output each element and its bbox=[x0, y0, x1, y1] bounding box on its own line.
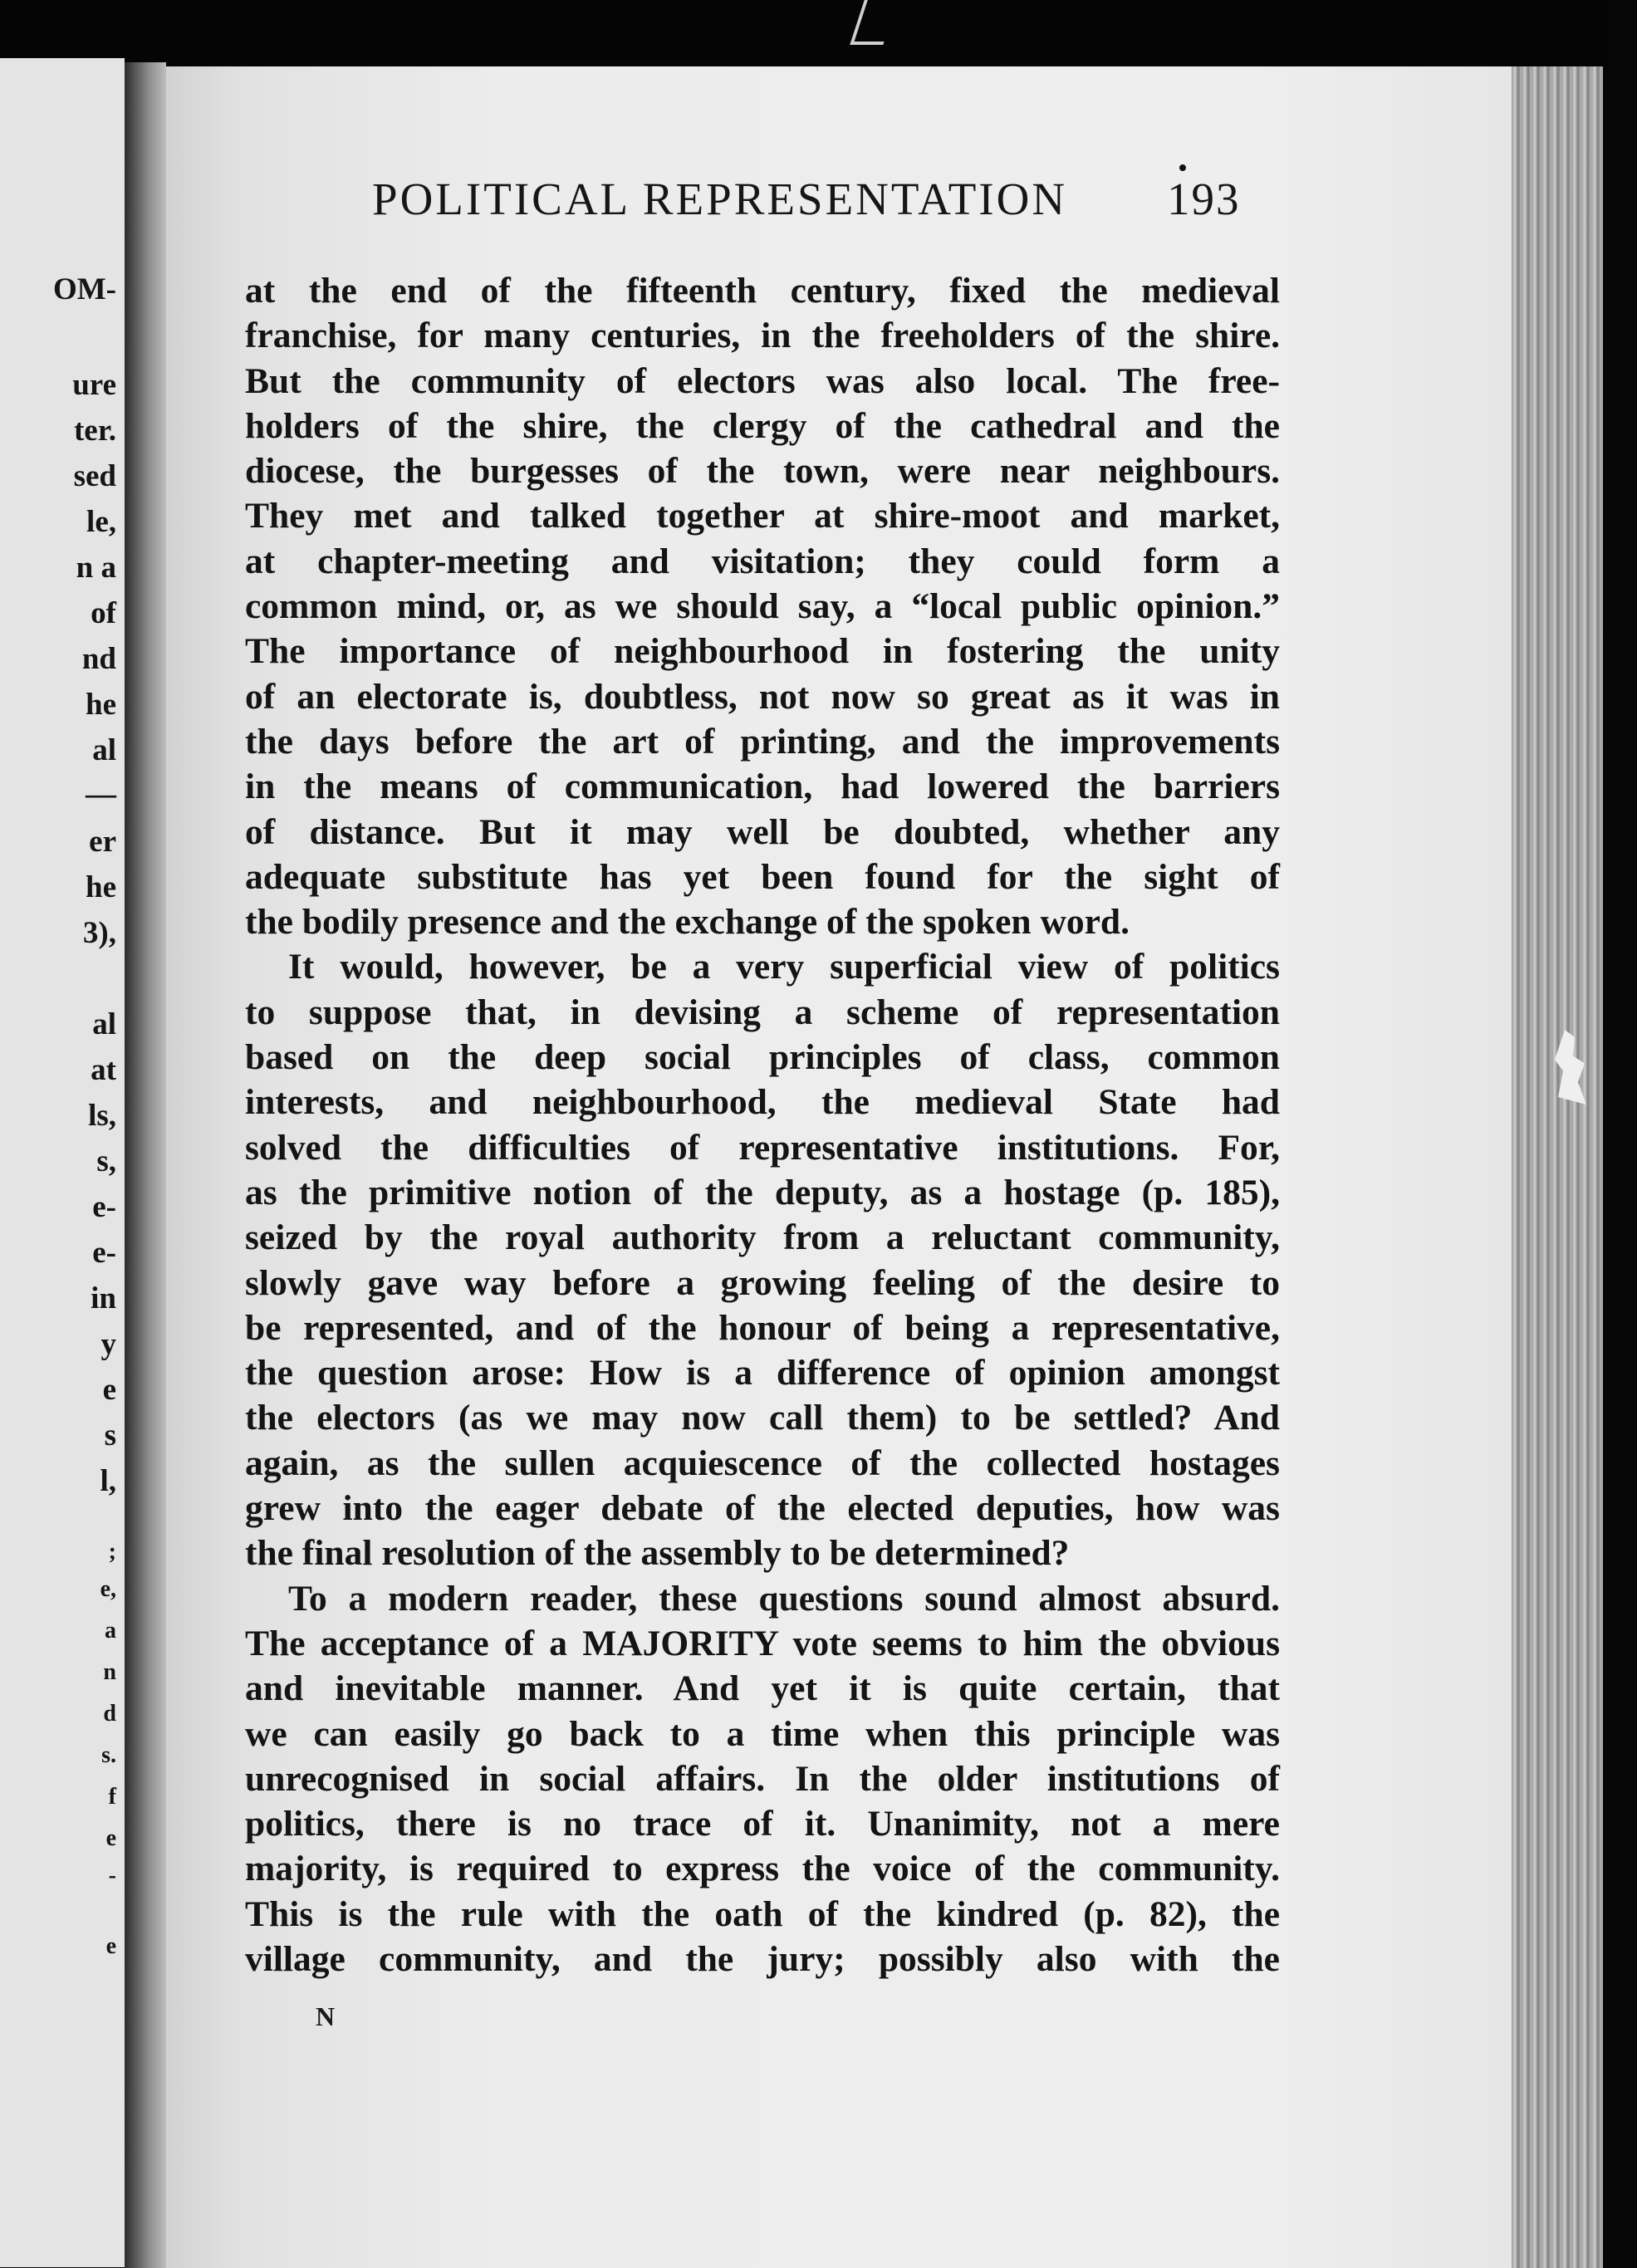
left-page-fragment: al bbox=[92, 1007, 116, 1041]
left-page-fragment: f bbox=[108, 1784, 116, 1810]
scan-background bbox=[1603, 0, 1637, 2268]
text-line: the bodily presence and the exchange of the spoken word. bbox=[245, 902, 1130, 943]
page-edges bbox=[1512, 66, 1603, 2268]
text-line: interests, and neighbourhood, the medieval State had bbox=[245, 1082, 1280, 1123]
left-page-fragment: ; bbox=[108, 1539, 116, 1565]
text-line: politics, there is no trace of it. Unanimity, not a mere bbox=[245, 1804, 1280, 1844]
left-page-fragment: er bbox=[89, 825, 116, 859]
text-line: as the primitive notion of the deputy, as a hostage (p. 185), bbox=[245, 1172, 1280, 1212]
left-page-fragment: e bbox=[105, 1825, 116, 1851]
text-line: again, as the sullen acquiescence of the collected hostages bbox=[245, 1443, 1280, 1483]
text-line: based on the deep social principles of class, common bbox=[245, 1037, 1280, 1078]
text-line: at the end of the fifteenth century, fixed the medieval bbox=[245, 271, 1280, 311]
left-page-fragment: - bbox=[108, 1863, 116, 1888]
text-line: But the community of electors was also local. The free- bbox=[245, 360, 1280, 401]
left-page-fragment: s, bbox=[96, 1144, 116, 1178]
text-line: and inevitable manner. And yet it is quite certain, that bbox=[245, 1668, 1280, 1709]
left-page-fragment: e- bbox=[92, 1190, 116, 1224]
left-page-fragment: e- bbox=[92, 1236, 116, 1270]
text-line: be represented, and of the honour of being a representative, bbox=[245, 1307, 1280, 1348]
left-page-fragment: n bbox=[103, 1659, 116, 1685]
text-line: adequate substitute has yet been found for the sight of bbox=[245, 856, 1280, 897]
text-line: The acceptance of a MAJORITY vote seems to him the obvious bbox=[245, 1623, 1280, 1663]
text-line: in the means of communication, had lowered the barriers bbox=[245, 767, 1280, 807]
text-line: holders of the shire, the clergy of the cathedral and the bbox=[245, 405, 1280, 446]
left-page-fragment: s bbox=[104, 1418, 116, 1452]
text-line: majority, is required to express the voice of the community. bbox=[245, 1849, 1280, 1889]
text-line: slowly gave way before a growing feeling of the desire to bbox=[245, 1262, 1280, 1303]
left-page-fragment: at bbox=[91, 1053, 116, 1087]
left-page-fragment: a bbox=[105, 1618, 116, 1643]
left-page-fragment: ls, bbox=[88, 1099, 116, 1133]
left-page-fragment: in bbox=[91, 1281, 116, 1315]
text-line: franchise, for many centuries, in the freeholders of the shire. bbox=[245, 316, 1280, 356]
text-line: diocese, the burgesses of the town, were near neighbours. bbox=[245, 451, 1280, 492]
left-page-fragment: le, bbox=[86, 505, 116, 539]
text-line: the days before the art of printing, and the improvements bbox=[245, 721, 1280, 762]
left-page-fragment: s. bbox=[101, 1742, 116, 1768]
left-page-fragment: d bbox=[103, 1701, 116, 1727]
signature-mark: N bbox=[316, 2001, 336, 2031]
left-page-fragment: he bbox=[86, 870, 116, 904]
text-line: at chapter-meeting and visitation; they could form a bbox=[245, 541, 1280, 581]
text-line: common mind, or, as we should say, a “local public opinion.” bbox=[245, 586, 1280, 627]
left-page-fragment: al bbox=[92, 733, 116, 767]
left-page-fragment: e bbox=[105, 1933, 116, 1959]
left-page-fragment: — bbox=[86, 777, 116, 811]
left-page-fragment: n a bbox=[76, 551, 116, 585]
text-line: of distance. But it may well be doubted, whether any bbox=[245, 811, 1280, 852]
text-line: of an electorate is, doubtless, not now so great as it was in bbox=[245, 676, 1280, 717]
text-line: to suppose that, in devising a scheme of representation bbox=[245, 992, 1280, 1032]
clip-mark bbox=[850, 0, 898, 45]
left-page-fragment: sed bbox=[73, 459, 116, 493]
text-line: The importance of neighbourhood in fostering the unity bbox=[245, 631, 1280, 672]
running-title: POLITICAL REPRESENTATION bbox=[372, 174, 1068, 224]
left-page-fragment: OM- bbox=[52, 272, 116, 306]
left-page-fragment: e, bbox=[100, 1576, 116, 1602]
left-page-fragment: l, bbox=[100, 1464, 116, 1498]
left-page-fragment: he bbox=[86, 688, 116, 722]
text-line: solved the difficulties of representative institutions. For, bbox=[245, 1127, 1280, 1168]
body-text bbox=[245, 268, 1280, 1981]
left-page-fragment: nd bbox=[81, 642, 116, 676]
left-page-fragment: ter. bbox=[73, 414, 116, 448]
text-line: seized by the royal authority from a reluctant community, bbox=[245, 1217, 1280, 1258]
book-gutter bbox=[125, 62, 166, 2268]
text-line: the final resolution of the assembly to be determined? bbox=[245, 1533, 1070, 1574]
text-line: To a modern reader, these questions sound almost absurd. bbox=[288, 1578, 1280, 1619]
text-line: This is the rule with the oath of the kindred (p. 82), the bbox=[245, 1893, 1280, 1934]
text-line: They met and talked together at shire-moot and market, bbox=[245, 496, 1280, 536]
left-page-fragment: ure bbox=[72, 368, 116, 402]
page-number: 193 bbox=[1167, 174, 1241, 224]
text-line: village community, and the jury; possibly also with the bbox=[245, 1938, 1280, 1979]
text-line: we can easily go back to a time when this principle was bbox=[245, 1713, 1280, 1754]
left-page-fragment: 3), bbox=[82, 916, 116, 950]
text-line: unrecognised in social affairs. In the older institutions of bbox=[245, 1758, 1280, 1799]
left-page-fragment: y bbox=[100, 1327, 116, 1361]
text-line: the electors (as we may now call them) to be settled? And bbox=[245, 1398, 1280, 1438]
left-page-fragment: e bbox=[102, 1373, 116, 1407]
left-page-fragment: of bbox=[91, 596, 116, 630]
text-line: grew into the eager debate of the elected deputies, how was bbox=[245, 1488, 1280, 1529]
text-line: It would, however, be a very superficial view of politics bbox=[288, 947, 1280, 987]
left-facing-page bbox=[0, 58, 125, 2267]
text-line: the question arose: How is a difference of opinion amongst bbox=[245, 1353, 1280, 1394]
